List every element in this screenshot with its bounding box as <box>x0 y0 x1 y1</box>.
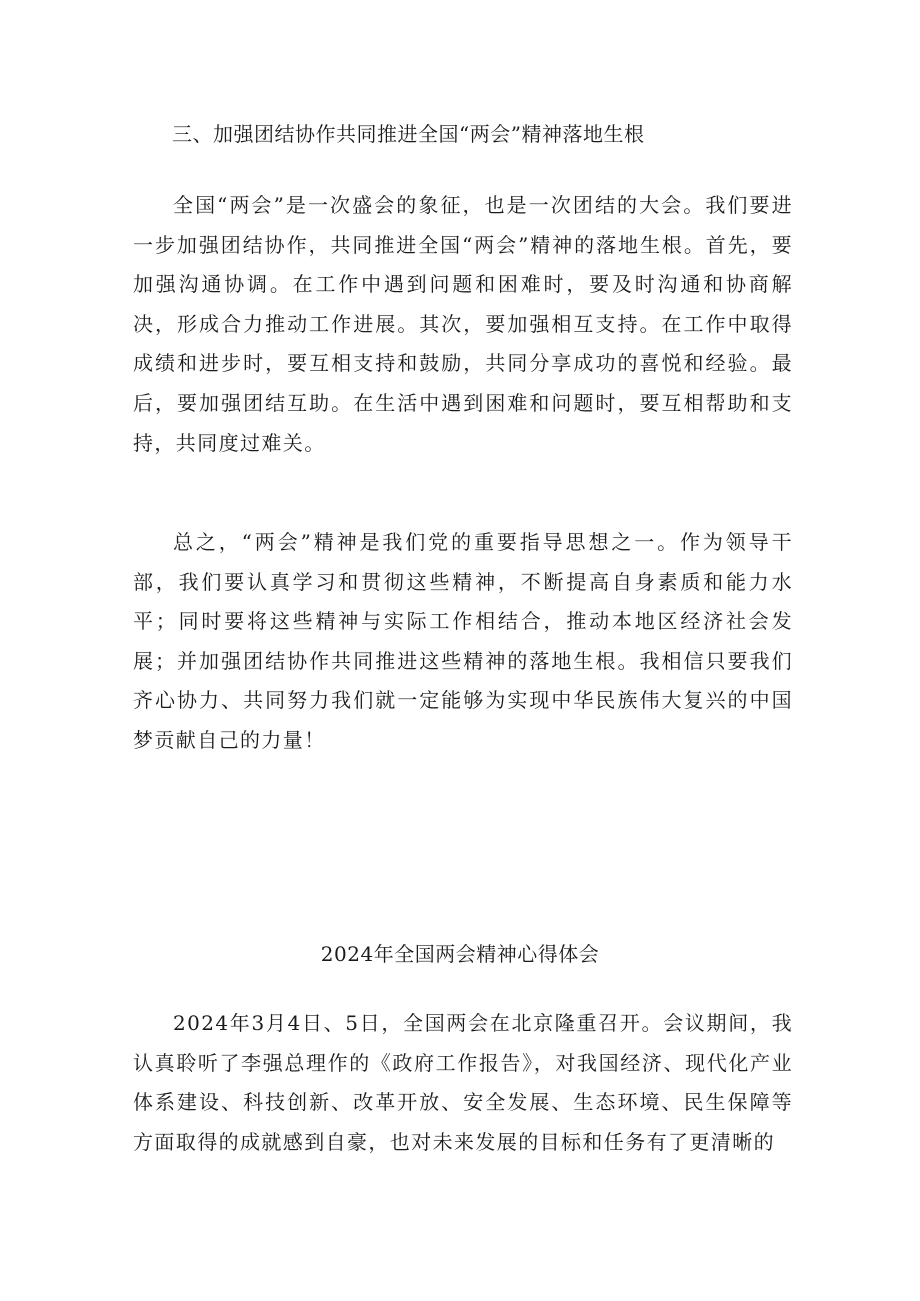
article-title: 2024年全国两会精神心得体会 <box>320 942 600 966</box>
paragraph-article-intro: 2024年3月4日、5日，全国两会在北京隆重召开。会议期间，我认真聆听了李强总理作的《政府工作报告》，对我国经济、现代化产业体系建设、科技创新、改革开放、安全发展、生态环境、民生保障等方面取得的成就感到自豪，也对未来发展的目标和任务有了更清晰的 <box>133 1011 793 1154</box>
paragraph-conclusion: 总之，“两会”精神是我们党的重要指导思想之一。作为领导干部，我们要认真学习和贯彻这些精神，不断提高自身素质和能力水平；同时要将这些精神与实际工作相结合，推动本地区经济社会发展；并加强团结协作共同推进这些精神的落地生根。我相信只要我们齐心协力、共同努力我们就一定能够为实现中华民族伟大复兴的中国梦贡献自己的力量！ <box>133 530 793 752</box>
paragraph-unity-cooperation: 全国“两会”是一次盛会的象征，也是一次团结的大会。我们要进一步加强团结协作，共同推进全国“两会”精神的落地生根。首先，要加强沟通协调。在工作中遇到问题和困难时，要及时沟通和协商解决，形成合力推动工作进展。其次，要加强相互支持。在工作中取得成绩和进步时，要互相支持和鼓励，共同分享成功的喜悦和经验。最后，要加强团结互助。在生活中遇到困难和问题时，要互相帮助和支持，共同度过难关。 <box>133 193 793 455</box>
section-heading: 三、加强团结协作共同推进全国“两会”精神落地生根 <box>172 122 645 146</box>
